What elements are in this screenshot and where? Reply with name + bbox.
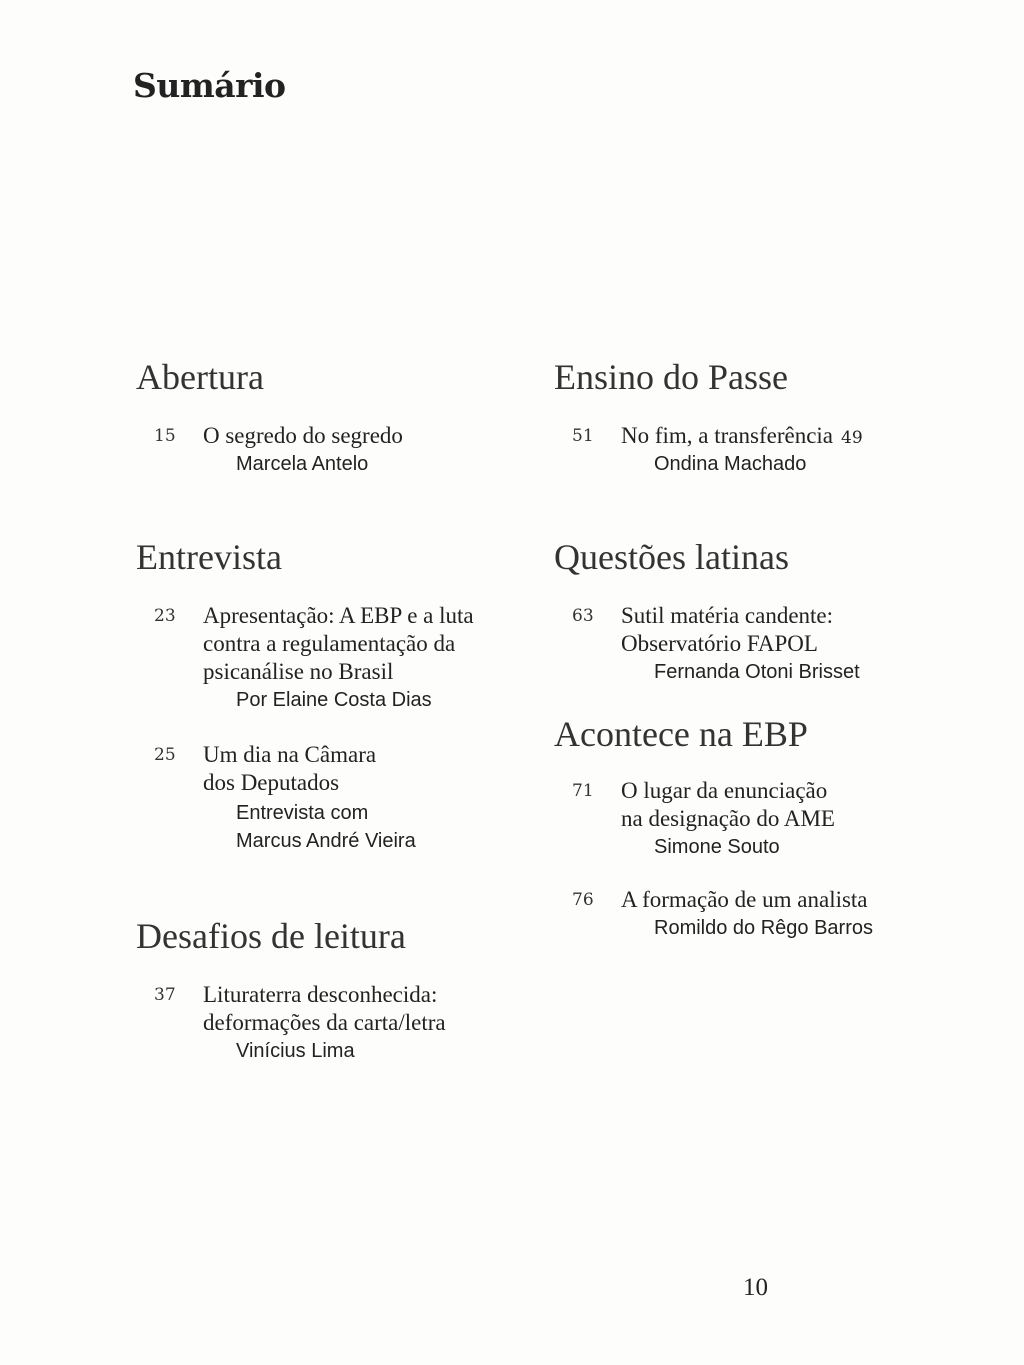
entry-author: Romildo do Rêgo Barros <box>654 917 873 939</box>
section-heading-questoes-latinas: Questões latinas <box>554 537 789 577</box>
entry-title: A formação de um analista <box>621 887 868 912</box>
entry-author: Ondina Machado <box>654 453 807 475</box>
section-heading-abertura: Abertura <box>136 357 264 397</box>
entry-page-number: 37 <box>154 985 176 1005</box>
entry-author: Entrevista com Marcus André Vieira <box>236 802 416 852</box>
entry-author: Simone Souto <box>654 836 780 858</box>
section-heading-ensino-do-passe: Ensino do Passe <box>554 357 788 397</box>
entry-title: O lugar da enunciação na designação do AME <box>621 778 835 831</box>
entry-page-number: 25 <box>154 745 176 765</box>
page-number: 10 <box>743 1274 768 1301</box>
entry-page-number: 63 <box>572 606 594 626</box>
entry-title: Lituraterra desconhecida: deformações da carta/letra <box>203 982 446 1035</box>
entry-title: Apresentação: A EBP e a luta contra a regulamentação da psicanálise no Brasil <box>203 603 474 684</box>
section-heading-desafios-de-leitura: Desafios de leitura <box>136 916 406 956</box>
entry-extra-page-number: 49 <box>841 428 863 448</box>
entry-author: Fernanda Otoni Brisset <box>654 661 860 683</box>
entry-author: Por Elaine Costa Dias <box>236 689 432 711</box>
entry-page-number: 51 <box>572 426 594 446</box>
entry-page-number: 15 <box>154 426 176 446</box>
entry-author: Marcela Antelo <box>236 453 369 475</box>
entry-title-text: No fim, a transferência <box>621 423 834 448</box>
page-title: Sumário <box>133 66 286 105</box>
entry-page-number: 76 <box>572 890 594 910</box>
entry-author: Vinícius Lima <box>236 1040 355 1062</box>
entry-page-number: 71 <box>572 781 594 801</box>
section-heading-acontece-na-ebp: Acontece na EBP <box>554 714 808 754</box>
entry-title <box>621 422 961 452</box>
entry-title: O segredo do segredo <box>203 423 403 448</box>
entry-title: Sutil matéria candente: Observatório FAPOL <box>621 603 834 656</box>
entry-page-number: 23 <box>154 606 176 626</box>
section-heading-entrevista: Entrevista <box>136 537 282 577</box>
entry-title: Um dia na Câmara dos Deputados <box>203 742 377 795</box>
